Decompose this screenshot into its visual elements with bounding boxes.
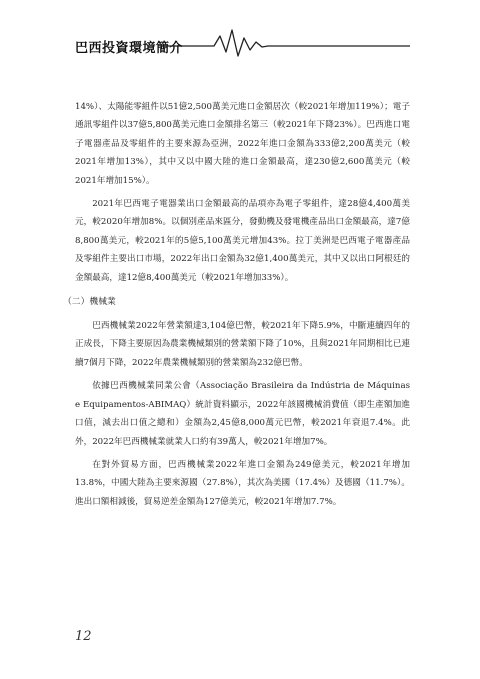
- page-number: 12: [75, 629, 92, 644]
- paragraph-machinery-consumption: 依據巴西機械業同業公會（Associação Brasileira da Indústria de Máquinas e Equipamentos-ABIMAQ）統計資料顯示，2022年該國機械消費值（即生產額加進口值，減去出口值之總和）金額為2,45億8,000萬元巴幣，較2021年衰退7.4%。此外，2022年巴西機械業就業人口約有39萬人，較2021年增加7%。: [75, 381, 410, 447]
- section-heading-machinery: （二）機械業: [63, 297, 116, 308]
- heartbeat-line-decoration: [0, 0, 480, 60]
- paragraph-machinery-trade: 在對外貿易方面，巴西機械業2022年進口金額為249億美元，較2021年增加13.8%，中國大陸為主要來源國（27.8%），其次為美國（17.4%）及德國（11.7%）。進出口額相減後，貿易逆差金額為127億美元，較2021年增加7.7%。: [75, 459, 410, 507]
- document-body: [63, 98, 410, 516]
- paragraph-electronics-exports: 2021年巴西電子電器業出口金額最高的品項亦為電子零組件，達28億4,400萬美元，較2020年增加8%。以個別產品來區分，發動機及發電機產品出口金額最高，達7億8,800萬美元，較2021年的5億5,100萬美元增加43%。拉丁美洲是巴西電子電器產品及零組件主要出口市場，2022年出口金額為32億1,400萬美元，其中又以出口阿根廷的金額最高，達12億8,400萬美元（較2021年增加33%）。: [75, 199, 410, 283]
- header-title: 巴西投資環境簡介: [75, 41, 184, 56]
- paragraph-machinery-revenue: 巴西機械業2022年營業額達3,104億巴幣，較2021年下降5.9%，中斷連續四年的正成長，下降主要原因為農業機械類別的營業額下降了10%，且與2021年同期相比已連續7個月下降，2022年農業機械類別的營業額為232億巴幣。: [75, 321, 410, 368]
- page-header: [0, 0, 480, 60]
- paragraph-electronics-imports: 14%）、太陽能零組件以51億2,500萬美元進口金額居次（較2021年增加119%）；電子通訊零組件以37億5,800萬美元進口金額排名第三（較2021年下降23%）。巴西進口電子電器產品及零組件的主要來源為亞洲，2022年進口金額為333億2,200萬美元（較2021年增加13%），其中又以中國大陸的進口金額最高，達230億2,600萬美元（較2021年增加15%）。: [75, 102, 410, 186]
